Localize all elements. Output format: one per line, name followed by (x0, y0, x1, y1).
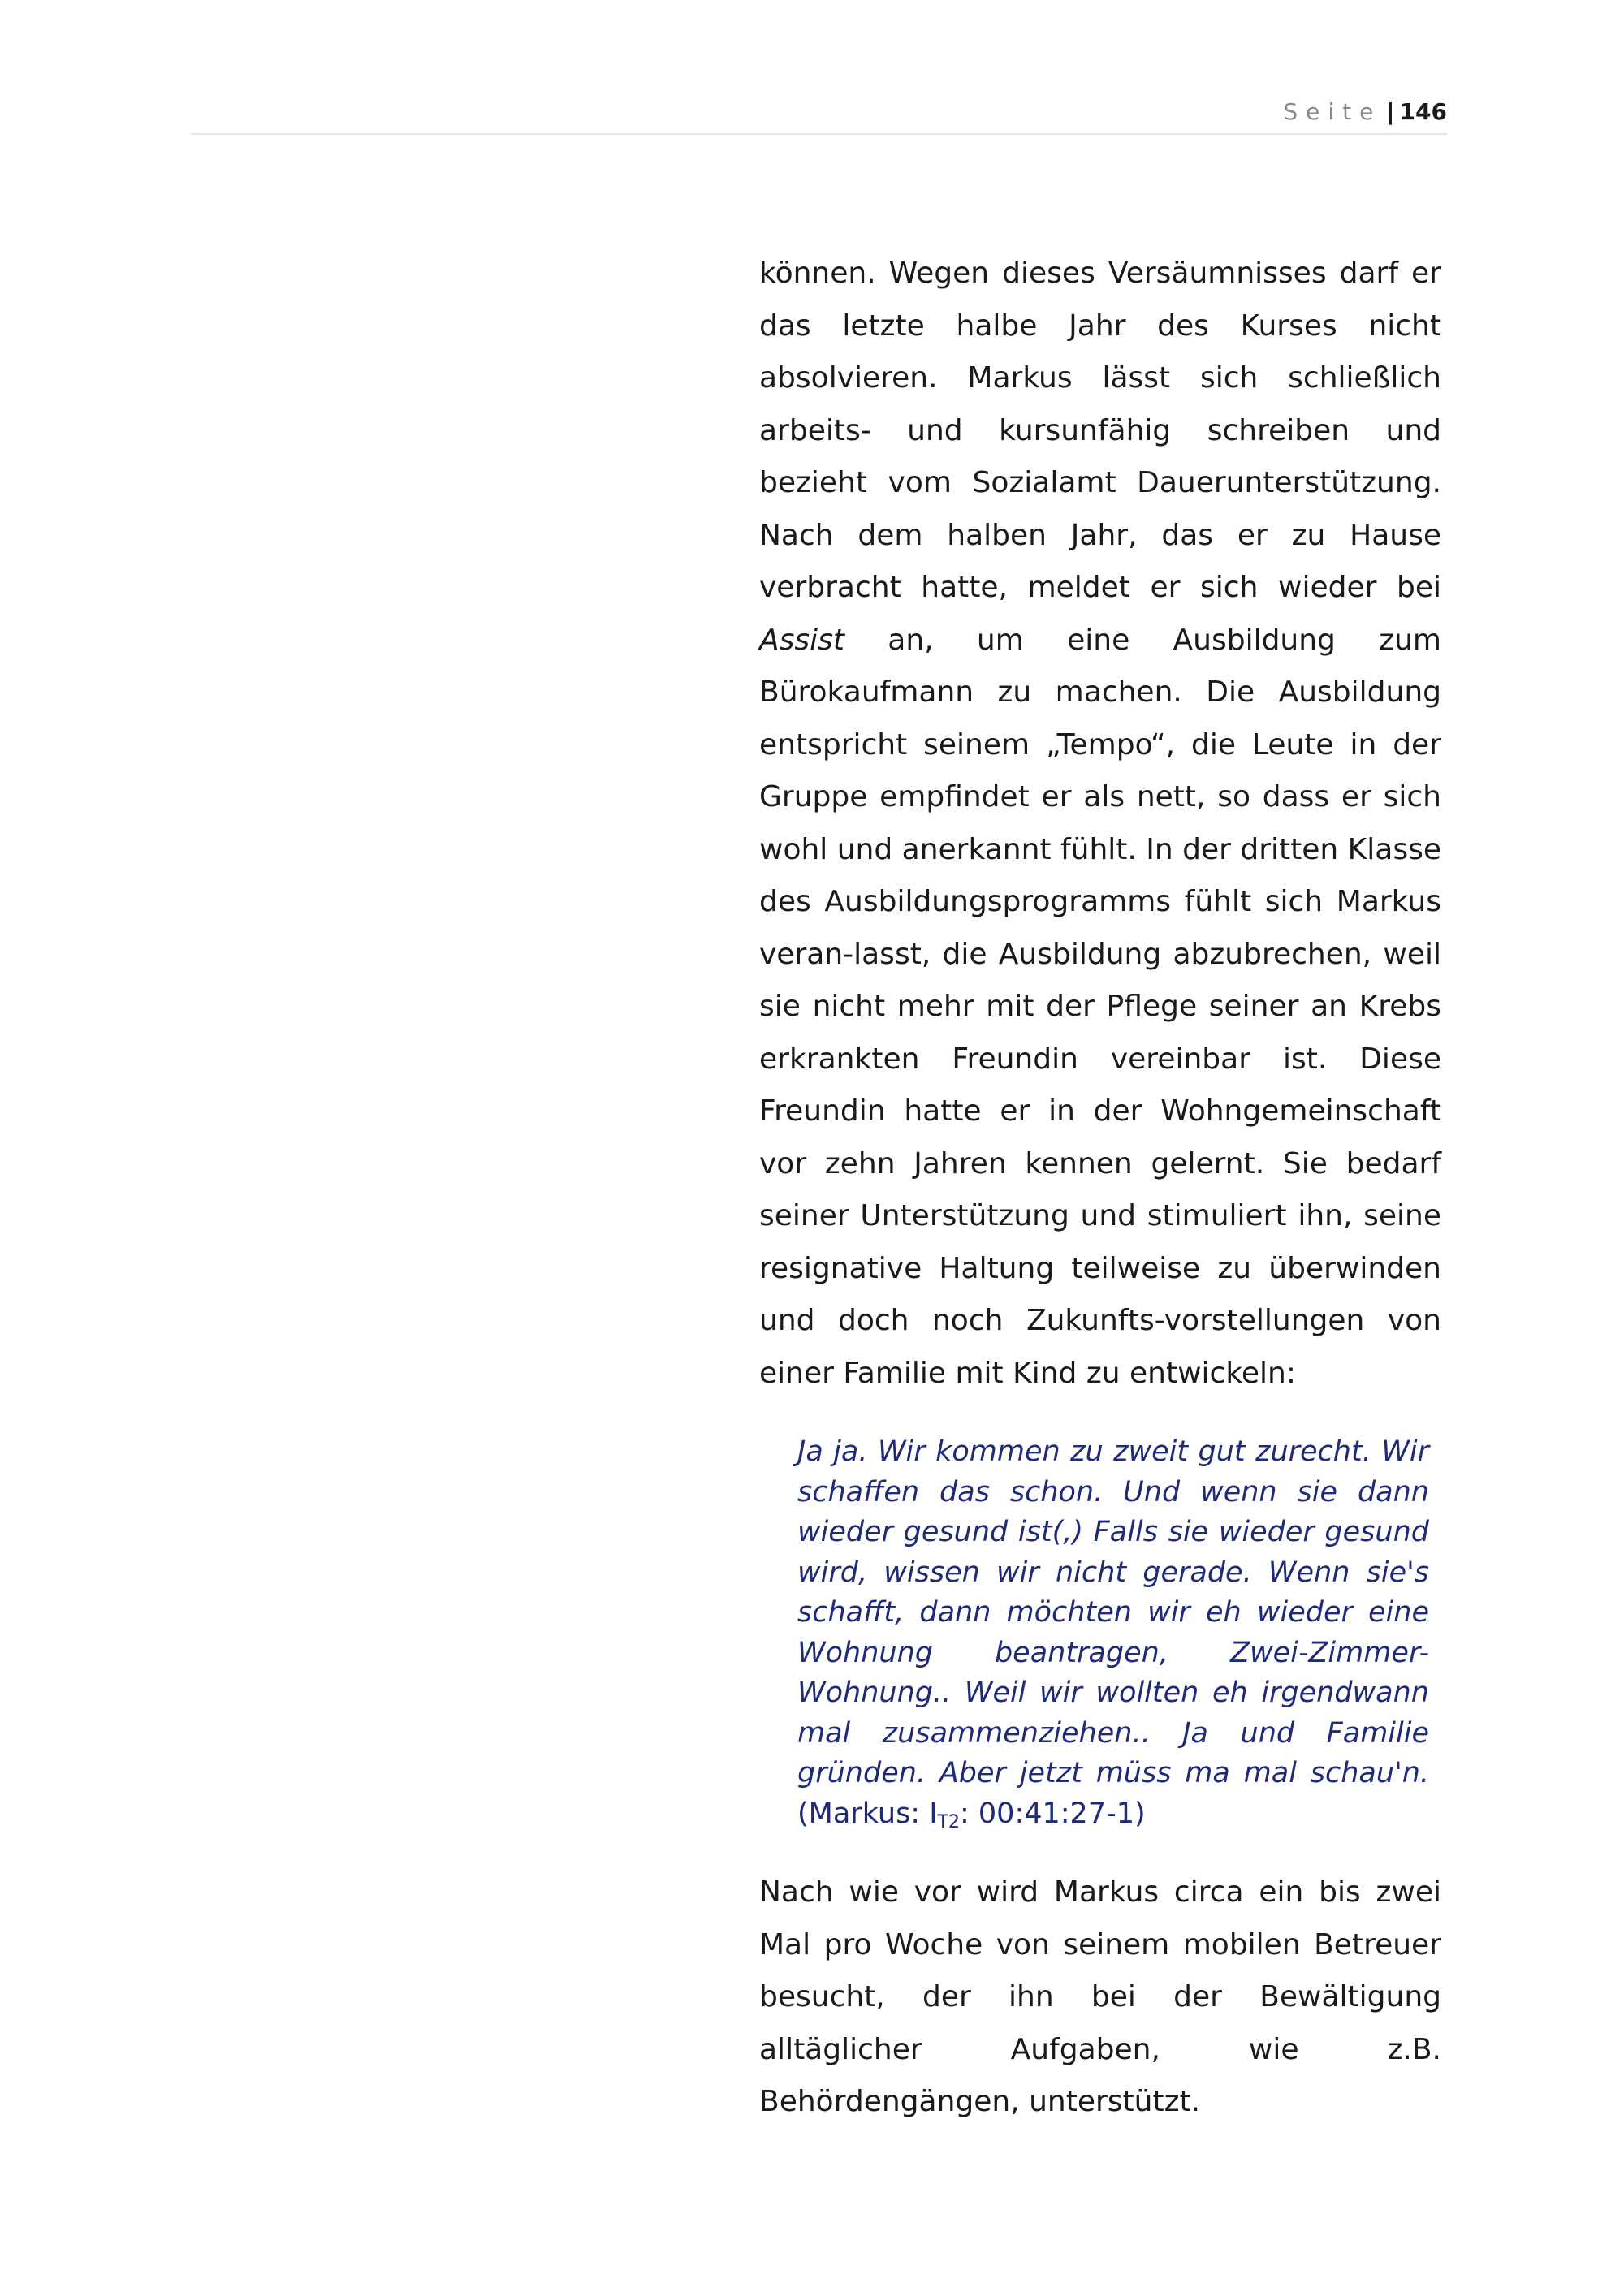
paragraph-1-text-a: können. Wegen dieses Versäumnisses darf er das letzte halbe Jahr des Kurses nicht absolvieren. Markus lässt sich schließlich arbeits- und kursunfähig schreiben und bezieht vom Sozialamt Dauerunterstützung. Nach dem halben Jahr, das er zu Hause verbracht hatte, meldet er sich wieder bei (759, 257, 1441, 604)
citation-suffix: : 00:41:27-1) (959, 1797, 1146, 1830)
citation-subscript: T2 (937, 1811, 960, 1832)
page-label: Seite (1283, 98, 1382, 125)
quote-citation (797, 1798, 1146, 1830)
paragraph-1-text-b: an, um eine Ausbildung zum Bürokaufmann zu machen. Die Ausbildung entspricht seinem „Tempo“, die Leute in der Gruppe empfindet er als nett, so dass er sich wohl und anerkannt fühlt. In der dritten Klasse des Ausbildungsprogramms fühlt sich Markus veran-lasst, die Ausbildung abzubrechen, weil sie nicht mehr mit der Pflege seiner an Krebs erkrankten Freundin vereinbar ist. Diese Freundin hatte er in der Wohngemeinschaft vor zehn Jahren kennen gelernt. Sie bedarf seiner Unterstützung und stimuliert ihn, seine resignative Haltung teilweise zu überwinden und doch noch Zukunfts-vorstellungen von einer Familie mit Kind zu entwickeln: (759, 623, 1442, 1390)
main-text-column (759, 248, 1441, 2129)
quote-text: Ja ja. Wir kommen zu zweit gut zurecht. Wir schaffen das schon. Und wenn sie dann wieder gesund ist(,) Falls sie wieder gesund wird, wissen wir nicht gerade. Wenn sie's schafft, dann möchten wir eh wieder eine Wohnung beantragen, Zwei-Zimmer-Wohnung.. Weil wir wollten eh irgendwann mal zusammenziehen.. Ja und Familie gründen. Aber jetzt müss ma mal schau'n. (797, 1435, 1429, 1789)
body-paragraph-1 (759, 248, 1441, 1400)
page-number-line (1283, 99, 1447, 125)
emphasized-word-assist: Assist (759, 623, 845, 657)
page-header (191, 96, 1447, 135)
citation-prefix: (Markus: I (797, 1797, 938, 1830)
page-separator: | (1386, 98, 1395, 125)
page-number: 146 (1399, 98, 1447, 125)
body-paragraph-2: Nach wie vor wird Markus circa ein bis zwei Mal pro Woche von seinem mobilen Betreuer besucht, der ihn bei der Bewältigung alltäglicher Aufgaben, wie z.B. Behördengängen, unterstützt. (759, 1875, 1441, 2118)
interview-quote (797, 1432, 1429, 1842)
